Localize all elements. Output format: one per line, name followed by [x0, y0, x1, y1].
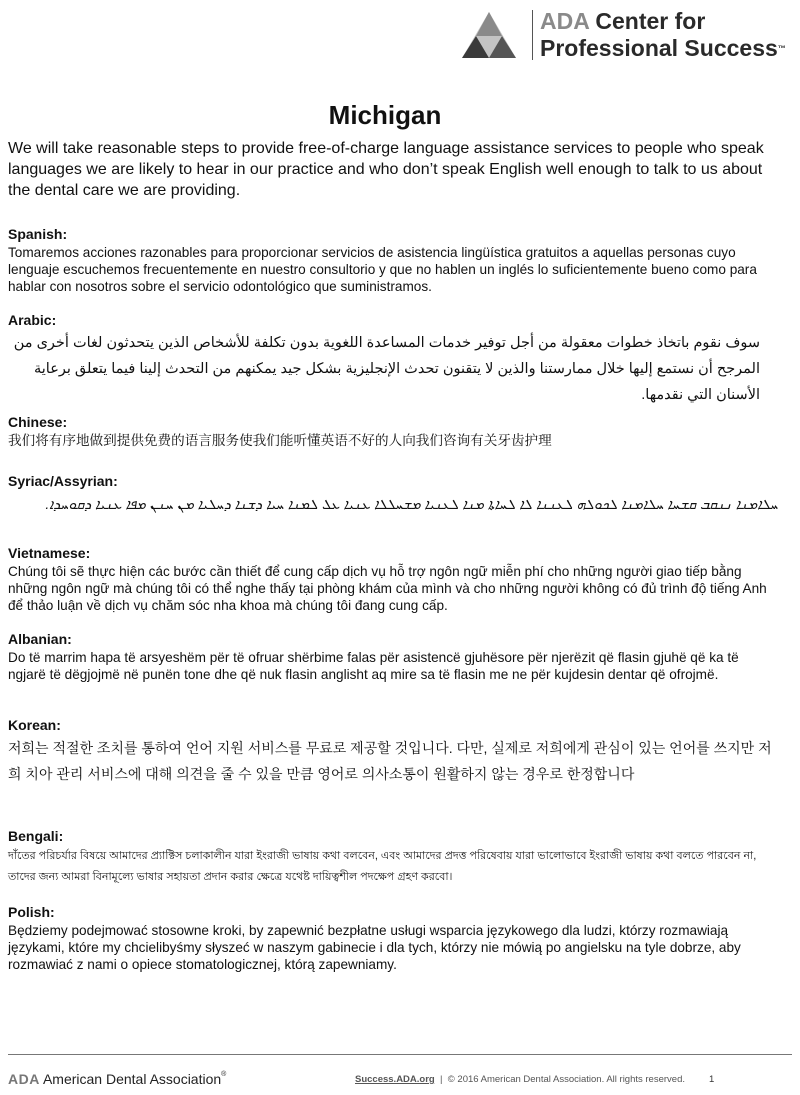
language-heading: Vietnamese: [8, 545, 91, 561]
language-text: দাঁতের পরিচর্যার বিষয়ে আমাদের প্র্যাক্টিস চলাকালীন যারা ইংরাজী ভাষায় কথা বলবেন, এবং আমাদের প্রদত্ত পরিষেবায় যারা ভালোভাবে ইংরাজী ভাষায় কথা বলতে পারবেন না, তাদের জন্য আমরা বিনামূল্যে ভাষার সহায়তা প্রদান করার ক্ষেত্রে যথেষ্ট দায়িত্বশীল পদক্ষেপ গ্রহণ করবো। [8, 850, 757, 883]
registered-symbol: ® [221, 1071, 227, 1078]
logo-line2: Professional Success [540, 35, 778, 61]
language-heading: Bengali: [8, 828, 64, 844]
language-text: ܚܠܐܡܢܐ ܢܢܩܒ ܩܫܚܐ ܚܠܐܡܢܐ ܠܟܘܠܗ ܠܥܢܢܐ ܠܐ ܠܚܐܬܐ ܡܢܐ ܠܥܢܝܐ ܡܫܚܠܠܐ ܥܢܝܐ ܥܠ ܠܡܢܐ ܚܝܐ ܕܫܢܐ ܕܚܠܝܐ ܡܢ ܚܢܢ ܡܦܐ ܥܢܝܐ ܕܩܘܚܕܐ. [45, 496, 778, 512]
section-arabic [8, 312, 778, 408]
language-text: 我们将有序地做到提供免费的语言服务使我们能听懂英语不好的人向我们咨询有关牙齿护理 [8, 433, 552, 448]
footer-website-link[interactable]: Success.ADA.org [355, 1074, 435, 1085]
footer-ada: ADA [8, 1071, 40, 1087]
language-text: Chúng tôi sẽ thực hiện các bước cần thiết để cung cấp dịch vụ hỗ trợ ngôn ngữ miễn phí cho những người giao tiếp bằng những ngôn ngữ mà chúng tôi có thể nghe thấy tại phòng khám của mình và cho những người không có đủ trình độ tiếng Anh để thảo luận về dịch vụ chăm sóc nha khoa mà chúng tôi đang cung cấp. [8, 564, 767, 613]
section-syriac [8, 473, 778, 517]
section-vietnamese [8, 545, 778, 614]
language-heading: Arabic: [8, 312, 57, 328]
language-heading: Syriac/Assyrian: [8, 473, 118, 489]
section-bengali [8, 828, 778, 888]
language-heading: Korean: [8, 717, 61, 733]
section-chinese [8, 414, 778, 450]
ada-triangle-logo-icon [462, 12, 516, 58]
footer-association: American Dental Association [39, 1071, 222, 1087]
language-heading: Albanian: [8, 631, 72, 647]
logo-wordmark [540, 8, 786, 62]
section-spanish [8, 226, 778, 295]
language-text: Będziemy podejmować stosowne kroki, by zapewnić bezpłatne usługi wsparcia językowego dla ludzi, którzy rozmawiają językami, które my chcielibyśmy słyszeć w naszym gabinecie i dla tych, którzy nie mówią po angielsku na tyle dobrze, aby rozmawiać z nami o opiece stomatologicznej, którą zapewniamy. [8, 923, 741, 972]
language-text: سوف نقوم باتخاذ خطوات معقولة من أجل توفير خدمات المساعدة اللغوية بدون تكلفة للأشخاص الذين يتحدثون لغات أخرى من المرجح أن نستمع إليها خلال ممارستنا والذين لا يتقنون تحدث الإنجليزية بشكل جيد يمكنهم من التحدث إلينا فيما يتعلق برعاية الأسنان التي نقدمها. [13, 335, 760, 403]
section-korean [8, 717, 778, 787]
footer-copyright: © 2016 American Dental Association. All rights reserved. [447, 1074, 685, 1085]
footer-info [355, 1074, 714, 1085]
trademark-symbol: ™ [777, 44, 786, 53]
logo-ada: ADA [540, 8, 589, 34]
logo-line1: Center for [588, 8, 706, 34]
page-title: Michigan [328, 100, 442, 130]
footer-divider [8, 1054, 792, 1055]
language-heading: Spanish: [8, 226, 68, 242]
ada-cps-logo [462, 8, 792, 66]
section-albanian [8, 631, 778, 683]
section-polish [8, 904, 778, 973]
language-text: Do të marrim hapa të arsyeshëm për të ofruar shërbime falas për asistencë gjuhësore për njerëzit që flasin gjuhë që ka të ngjarë të dëgjojmë në punën tone dhe që nuk flasin anglisht aq mire sa të flasin me ne për kujdesin dentar që ofrojmë. [8, 650, 739, 682]
language-text: 저희는 적절한 조치를 통하여 언어 지원 서비스를 무료로 제공할 것입니다. 다만, 실제로 저희에게 관심이 있는 언어를 쓰지만 저희 치아 관리 서비스에 대해 의견을 줄 수 있을 만큼 영어로 의사소통이 원활하지 않는 경우로 한정합니다 [8, 740, 772, 782]
footer-ada-logo [8, 1071, 226, 1087]
language-heading: Chinese: [8, 414, 68, 430]
logo-divider [532, 10, 533, 60]
intro-paragraph: We will take reasonable steps to provide free-of-charge language assistance services to people who speak languages we are likely to hear in our practice and who don’t speak English well enough to talk to us about the dental care we are providing. [8, 140, 764, 199]
language-heading: Polish: [8, 904, 55, 920]
language-text: Tomaremos acciones razonables para proporcionar servicios de asistencia lingüística gratuitos a aquellas personas cuyo lenguaje escuchemos frecuentemente en nuestro consultorio y que no hablen un inglés lo suficientemente bueno como para hablar con nosotros sobre el servicio odontológico que suministramos. [8, 245, 757, 294]
footer-separator: | [434, 1074, 448, 1085]
page-number: 1 [709, 1074, 715, 1085]
